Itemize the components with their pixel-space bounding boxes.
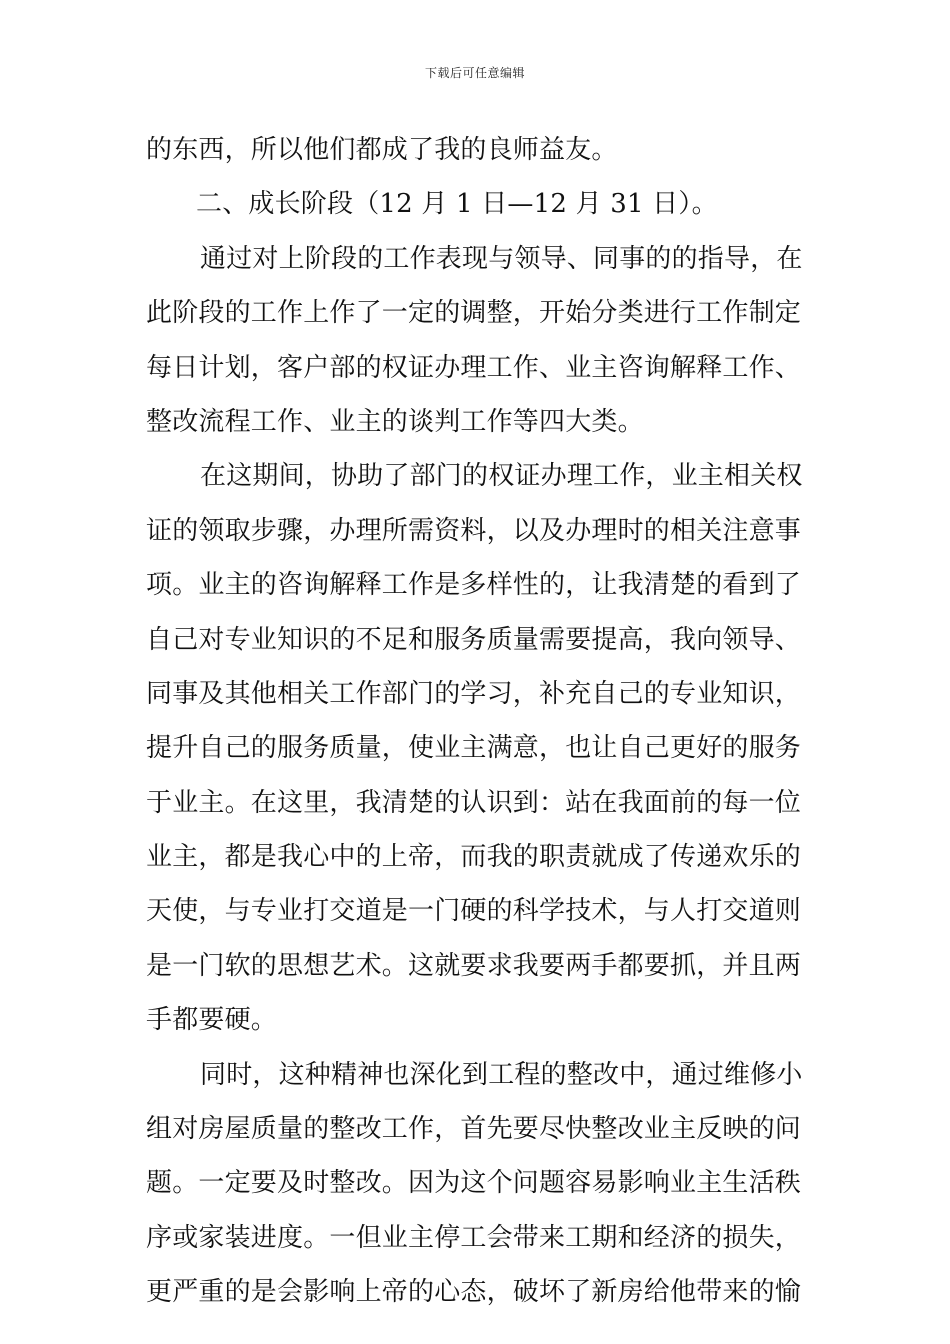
text-line: 每日计划，客户部的权证办理工作、业主咨询解释工作、 [146, 352, 802, 383]
text-line: 业主，都是我心中的上帝，而我的职责就成了传递欢乐的 [146, 842, 802, 873]
text-line: 组对房屋质量的整改工作，首先要尽快整改业主反映的问 [146, 1114, 802, 1145]
text-line: 整改流程工作、业主的谈判工作等四大类。 [146, 406, 644, 437]
header-note: 下载后可任意编辑 [424, 66, 525, 80]
text-line: 于业主。在这里，我清楚的认识到：站在我面前的每一位 [146, 787, 802, 818]
text-line: 更严重的是会影响上帝的心态，破坏了新房给他带来的愉 [146, 1277, 802, 1308]
text-line: 自己对专业知识的不足和服务质量需要提高，我向领导、 [146, 624, 802, 655]
text-line: 项。业主的咨询解释工作是多样性的，让我清楚的看到了 [146, 570, 802, 601]
document-body [146, 123, 811, 1320]
text-line: 序或家装进度。一但业主停工会带来工期和经济的损失， [146, 1222, 802, 1253]
text-line: 同时，这种精神也深化到工程的整改中，通过维修小 [200, 1059, 803, 1090]
text-line: 同事及其他相关工作部门的学习，补充自己的专业知识， [146, 678, 802, 709]
text-line: 是一门软的思想艺术。这就要求我要两手都要抓，并且两 [146, 950, 802, 981]
text-line: 通过对上阶段的工作表现与领导、同事的的指导，在 [200, 243, 803, 274]
text-line: 天使，与专业打交道是一门硬的科学技术，与人打交道则 [146, 896, 802, 927]
text-line: 提升自己的服务质量，使业主满意，也让自己更好的服务 [146, 733, 802, 764]
section-heading: 二、成长阶段（12 月 1 日—12 月 31 日）。 [196, 189, 718, 220]
text-line: 的东西，所以他们都成了我的良师益友。 [146, 135, 618, 165]
text-line: 此阶段的工作上作了一定的调整，开始分类进行工作制定 [146, 298, 802, 329]
text-line: 在这期间，协助了部门的权证办理工作，业主相关权 [200, 461, 803, 492]
text-line: 证的领取步骤，办理所需资料，以及办理时的相关注意事 [146, 515, 802, 546]
text-line: 手都要硬。 [146, 1005, 278, 1036]
text-line: 题。一定要及时整改。因为这个问题容易影响业主生活秩 [146, 1168, 802, 1199]
